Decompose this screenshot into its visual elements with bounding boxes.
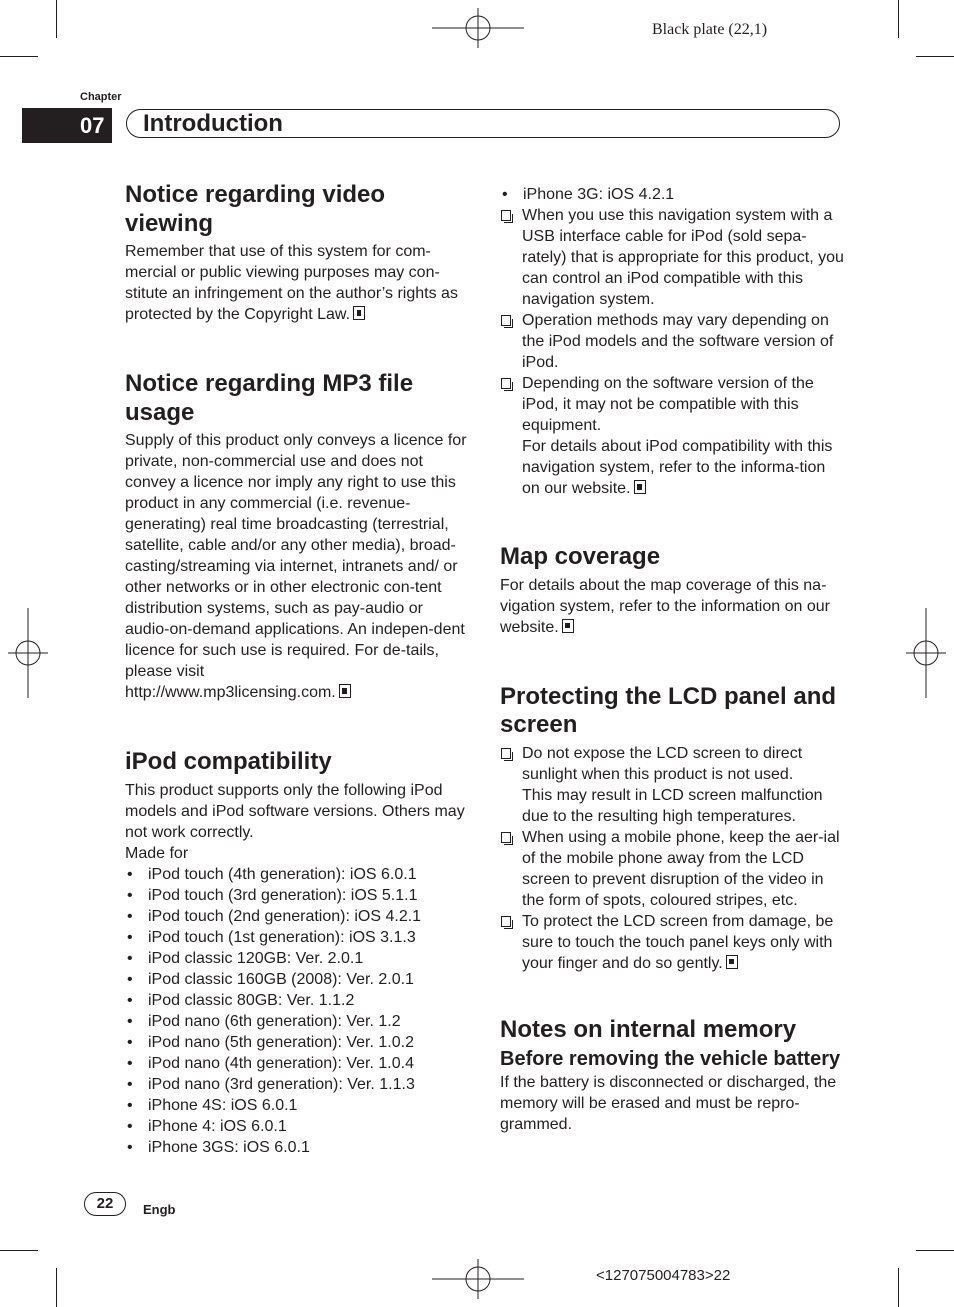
list-item: • iPhone 3G: iOS 4.2.1 — [500, 184, 845, 205]
crop-mark — [56, 0, 57, 38]
mp3-heading: Notice regarding MP3 file usage — [125, 370, 414, 426]
list-item: • iPhone 4S: iOS 6.0.1 — [125, 1095, 470, 1116]
note-checkbox-icon — [501, 378, 511, 389]
list-item: • iPod touch (4th generation): iOS 6.0.1 — [125, 864, 470, 885]
crop-mark — [916, 1250, 954, 1251]
ipod-heading: iPod compatibility — [125, 748, 332, 775]
list-item: • iPhone 4: iOS 6.0.1 — [125, 1116, 470, 1137]
map-body: For details about the map coverage of this na-vigation system, refer to the information on our website. — [500, 576, 830, 636]
list-item: • iPod nano (3rd generation): Ver. 1.1.3 — [125, 1074, 470, 1095]
mp3-url: http://www.mp3licensing.com. — [125, 684, 336, 701]
end-of-section-icon — [634, 480, 646, 494]
note-item: When using a mobile phone, keep the aer-ial of the mobile phone away from the LCD screen to prevent disruption of the video in the form of spots, coloured stripes, etc. — [500, 827, 845, 911]
list-item: • iPod classic 80GB: Ver. 1.1.2 — [125, 990, 470, 1011]
list-item: • iPod touch (3rd generation): iOS 5.1.1 — [125, 885, 470, 906]
note-checkbox-icon — [501, 748, 511, 759]
note-checkbox-icon — [501, 832, 511, 843]
list-item: • iPod classic 160GB (2008): Ver. 2.0.1 — [125, 969, 470, 990]
left-column — [125, 181, 470, 1158]
note-checkbox-icon — [501, 916, 511, 927]
ipod-model-list — [125, 864, 470, 1158]
note-item: Operation methods may vary depending on the iPod models and the software version of iPod. — [500, 310, 845, 373]
mp3-body: Supply of this product only conveys a licence for private, non-commercial use and does not convey a licence nor imply any right to use this product in any commercial (i.e. revenue-generating) real time broadcasting (terrestrial, satellite, cable and/or any other media), broad-casting/streaming via internet, intranets and/ or other networks or in other electronic con-tent distribution systems, such as pay-audio or audio-on-demand applications. An indepen-dent licence for such use is required. For de-tails, please visit http://www.mp3licensing.com. — [125, 432, 467, 701]
crop-mark — [0, 1250, 38, 1251]
registration-mark-icon — [432, 8, 524, 48]
list-item: • iPod nano (6th generation): Ver. 1.2 — [125, 1011, 470, 1032]
end-of-section-icon — [353, 306, 365, 320]
crop-mark — [0, 56, 38, 57]
memory-body: If the battery is disconnected or discharged, the memory will be erased and must be repro-grammed. — [500, 1074, 837, 1133]
video-heading: Notice regarding video viewing — [125, 181, 386, 237]
right-column — [500, 184, 845, 1135]
chapter-number: 07 — [22, 108, 112, 143]
language-code: Engb — [143, 1202, 176, 1217]
list-item: • iPod classic 120GB: Ver. 2.0.1 — [125, 948, 470, 969]
end-of-section-icon — [726, 955, 738, 969]
document-code: <127075004783>22 — [596, 1267, 731, 1284]
page-number: 22 — [84, 1192, 126, 1216]
note-item: To protect the LCD screen from damage, be sure to touch the touch panel keys only with your finger and do so gently. — [500, 911, 845, 974]
plate-label: Black plate (22,1) — [652, 21, 768, 38]
note-checkbox-icon — [501, 210, 511, 221]
end-of-section-icon — [562, 619, 574, 633]
memory-heading: Notes on internal memory — [500, 1015, 797, 1043]
crop-mark — [56, 1268, 57, 1307]
crop-mark — [898, 0, 899, 38]
note-checkbox-icon — [501, 315, 511, 326]
list-item: • iPod touch (1st generation): iOS 3.1.3 — [125, 927, 470, 948]
memory-subheading: Before removing the vehicle battery — [500, 1048, 841, 1070]
list-item: • iPod touch (2nd generation): iOS 4.2.1 — [125, 906, 470, 927]
list-item: • iPhone 3GS: iOS 6.0.1 — [125, 1137, 470, 1158]
note-item: Depending on the software version of the iPod, it may not be compatible with this equipment. For details about iPod compatibility with this navigation system, refer to the informa-tion on our website. — [500, 373, 845, 499]
crop-mark — [916, 56, 954, 57]
made-for-label: Made for — [125, 844, 189, 862]
registration-mark-icon — [8, 608, 48, 698]
registration-mark-icon — [432, 1259, 524, 1299]
chapter-label: Chapter — [80, 91, 122, 103]
ipod-model-list-continued — [500, 184, 845, 205]
note-item: When you use this navigation system with a USB interface cable for iPod (sold sepa-rately) that is appropriate for this product, you can control an iPod compatible with this navigation system. — [500, 205, 845, 310]
ipod-intro: This product supports only the following iPod models and iPod software versions. Others may not work correctly. — [125, 781, 465, 841]
lcd-heading: Protecting the LCD panel and screen — [500, 682, 837, 738]
end-of-section-icon — [339, 684, 351, 698]
map-heading: Map coverage — [500, 543, 661, 570]
chapter-title: Introduction — [143, 110, 283, 137]
video-body: Remember that use of this system for com-mercial or public viewing purposes may con-stitute an infringement on the author’s rights as protected by the Copyright Law. — [125, 243, 458, 323]
list-item: • iPod nano (5th generation): Ver. 1.0.2 — [125, 1032, 470, 1053]
list-item: • iPod nano (4th generation): Ver. 1.0.4 — [125, 1053, 470, 1074]
note-item: Do not expose the LCD screen to direct sunlight when this product is not used. This may result in LCD screen malfunction due to the resulting high temperatures. — [500, 743, 845, 827]
crop-mark — [898, 1268, 899, 1307]
registration-mark-icon — [906, 608, 946, 698]
